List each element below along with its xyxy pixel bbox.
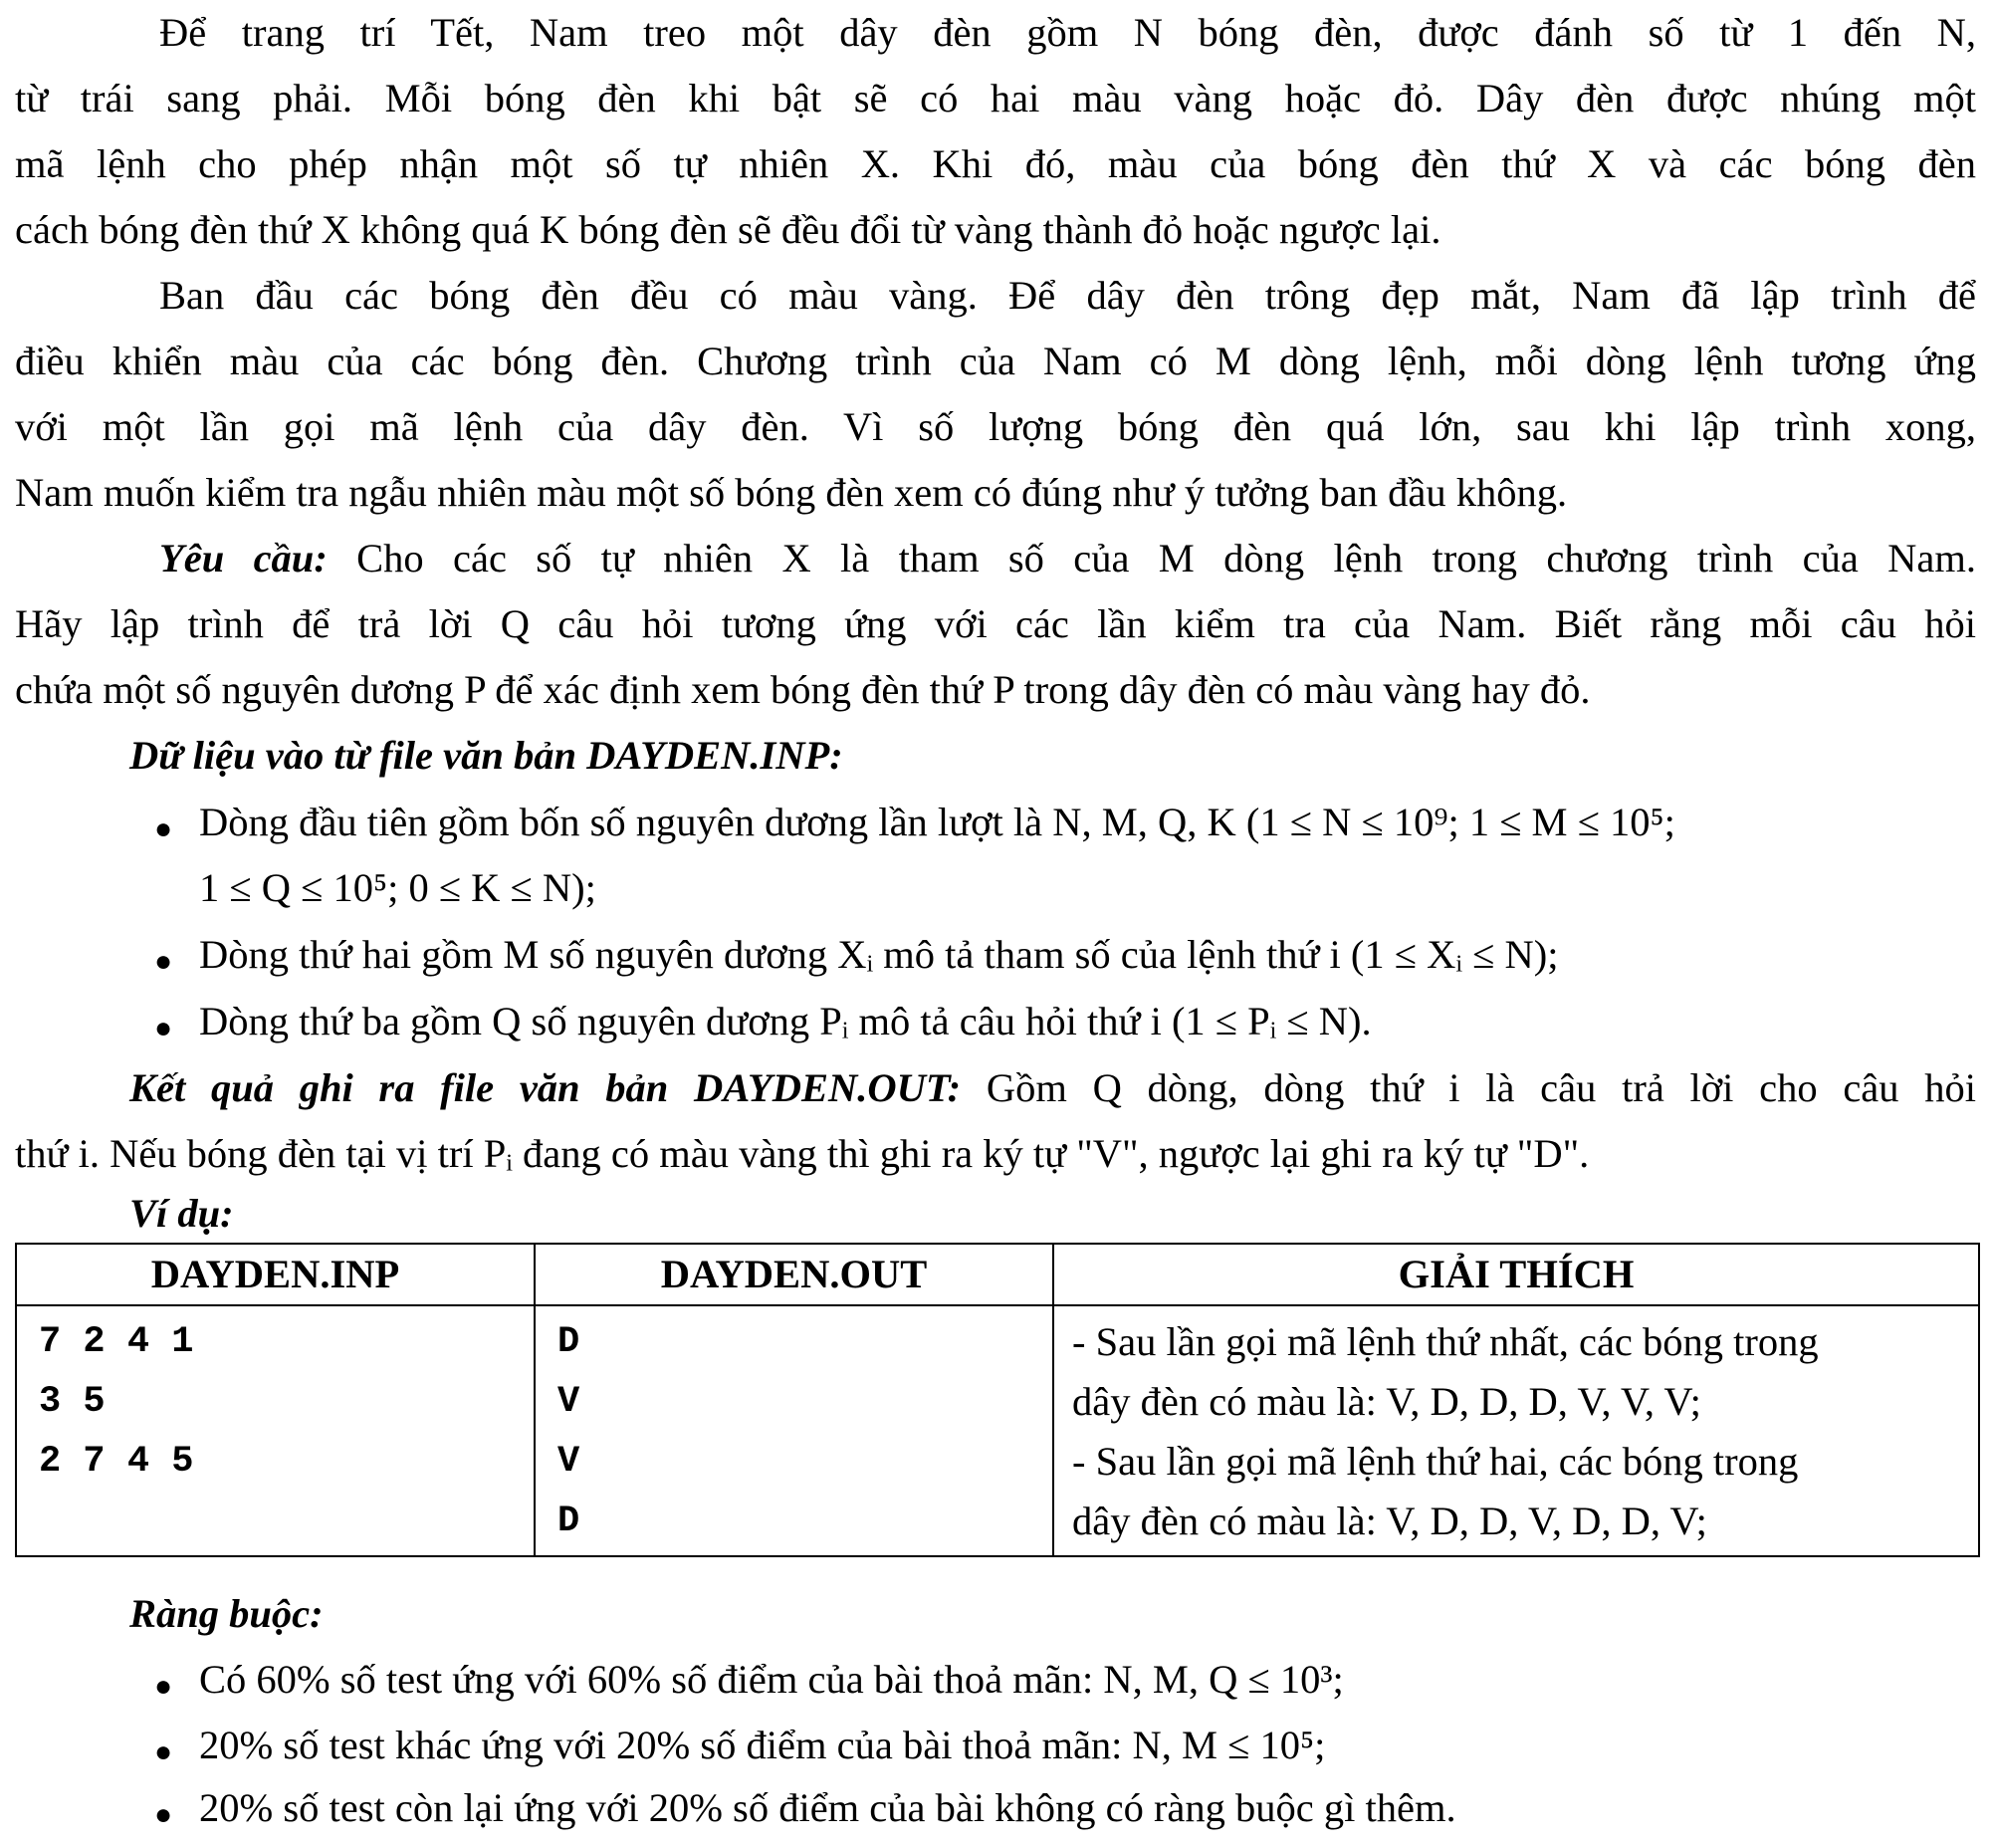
constraint-1: Có 60% số test ứng với 60% số điểm của bài thoả mãn: N, M, Q ≤ 10³;: [199, 1657, 1344, 1702]
para2-line-2: điều khiển màu của các bóng đèn. Chương trình của Nam có M dòng lệnh, mỗi dòng lệnh tương ứng: [15, 339, 1976, 383]
explanation-line: - Sau lần gọi mã lệnh thứ nhất, các bóng trong: [1072, 1319, 1819, 1364]
para2-line-3: với một lần gọi mã lệnh của dây đèn. Vì số lượng bóng đèn quá lớn, sau khi lập trình xong,: [15, 404, 1976, 449]
explanation-line: dây đèn có màu là: V, D, D, V, D, D, V;: [1072, 1499, 1707, 1543]
output-line: D: [557, 1321, 580, 1363]
requirement-label: Yêu cầu:: [159, 536, 328, 580]
table-row: [16, 1305, 1979, 1556]
constraint-2: 20% số test khác ứng với 20% số điểm của bài thoả mãn: N, M ≤ 10⁵;: [199, 1723, 1326, 1767]
output-line-2: thứ i. Nếu bóng đèn tại vị trí Pᵢ đang có màu vàng thì ghi ra ký tự "V", ngược lại ghi ra ký tự "D".: [15, 1131, 1590, 1176]
para1-line-4: cách bóng đèn thứ X không quá K bóng đèn sẽ đều đổi từ vàng thành đỏ hoặc ngược lại.: [15, 207, 1441, 252]
input-cell: [16, 1305, 535, 1556]
input-line: 7 2 4 1: [39, 1321, 194, 1363]
requirement-line-2: Hãy lập trình để trả lời Q câu hỏi tương ứng với các lần kiểm tra của Nam. Biết rằng mỗi câu hỏi: [15, 601, 1976, 646]
bullet-icon: ●: [154, 1735, 173, 1768]
table-header-row: [16, 1244, 1979, 1305]
bullet-icon: ●: [154, 1670, 173, 1703]
input-item-2: Dòng thứ hai gồm M số nguyên dương Xᵢ mô tả tham số của lệnh thứ i (1 ≤ Xᵢ ≤ N);: [199, 932, 1559, 977]
output-text: Gồm Q dòng, dòng thứ i là câu trả lời cho câu hỏi: [986, 1065, 1976, 1110]
input-item-1-cont: 1 ≤ Q ≤ 10⁵; 0 ≤ K ≤ N);: [199, 865, 596, 910]
output-heading: Kết quả ghi ra file văn bản DAYDEN.OUT:: [129, 1065, 962, 1110]
requirement-line-1: [15, 526, 1976, 591]
input-line: 3 5: [39, 1381, 106, 1423]
output-line-1: [15, 1055, 1976, 1121]
input-line: 2 7 4 5: [39, 1441, 194, 1483]
bullet-icon: ●: [154, 1012, 173, 1044]
header-input: DAYDEN.INP: [16, 1244, 535, 1305]
bullet-icon: ●: [154, 812, 173, 845]
para1-line-2: từ trái sang phải. Mỗi bóng đèn khi bật sẽ có hai màu vàng hoặc đỏ. Dây đèn được nhúng một: [15, 76, 1976, 120]
input-item-3: Dòng thứ ba gồm Q số nguyên dương Pᵢ mô tả câu hỏi thứ i (1 ≤ Pᵢ ≤ N).: [199, 999, 1372, 1043]
para2-line-4: Nam muốn kiểm tra ngẫu nhiên màu một số bóng đèn xem có đúng như ý tưởng ban đầu không.: [15, 470, 1568, 515]
output-line: V: [557, 1441, 580, 1483]
bullet-icon: ●: [154, 1798, 173, 1831]
explanation-line: - Sau lần gọi mã lệnh thứ hai, các bóng trong: [1072, 1439, 1799, 1484]
constraint-3: 20% số test còn lại ứng với 20% số điểm của bài không có ràng buộc gì thêm.: [199, 1785, 1456, 1830]
explanation-line: dây đèn có màu là: V, D, D, D, V, V, V;: [1072, 1379, 1701, 1424]
explanation-cell: [1053, 1305, 1979, 1556]
para2-line-1: Ban đầu các bóng đèn đều có màu vàng. Để dây đèn trông đẹp mắt, Nam đã lập trình để: [159, 273, 1976, 318]
header-output: DAYDEN.OUT: [535, 1244, 1053, 1305]
para1-line-1: Để trang trí Tết, Nam treo một dây đèn gồm N bóng đèn, được đánh số từ 1 đến N,: [159, 10, 1976, 55]
para1-line-3: mã lệnh cho phép nhận một số tự nhiên X. Khi đó, màu của bóng đèn thứ X và các bóng đèn: [15, 141, 1976, 186]
example-heading: Ví dụ:: [129, 1191, 234, 1236]
output-cell: [535, 1305, 1053, 1556]
bullet-icon: ●: [154, 945, 173, 978]
output-line: V: [557, 1381, 580, 1423]
requirement-text: Cho các số tự nhiên X là tham số của M dòng lệnh trong chương trình của Nam.: [356, 536, 1976, 580]
constraints-heading: Ràng buộc:: [129, 1591, 324, 1636]
requirement-line-3: chứa một số nguyên dương P để xác định xem bóng đèn thứ P trong dây đèn có màu vàng hay đỏ.: [15, 667, 1591, 712]
input-heading: Dữ liệu vào từ file văn bản DAYDEN.INP:: [129, 733, 843, 778]
input-item-1: Dòng đầu tiên gồm bốn số nguyên dương lần lượt là N, M, Q, K (1 ≤ N ≤ 10⁹; 1 ≤ M ≤ 10⁵;: [199, 800, 1675, 844]
example-table: [15, 1243, 1980, 1557]
header-explanation: GIẢI THÍCH: [1053, 1244, 1979, 1305]
output-line: D: [557, 1501, 580, 1542]
